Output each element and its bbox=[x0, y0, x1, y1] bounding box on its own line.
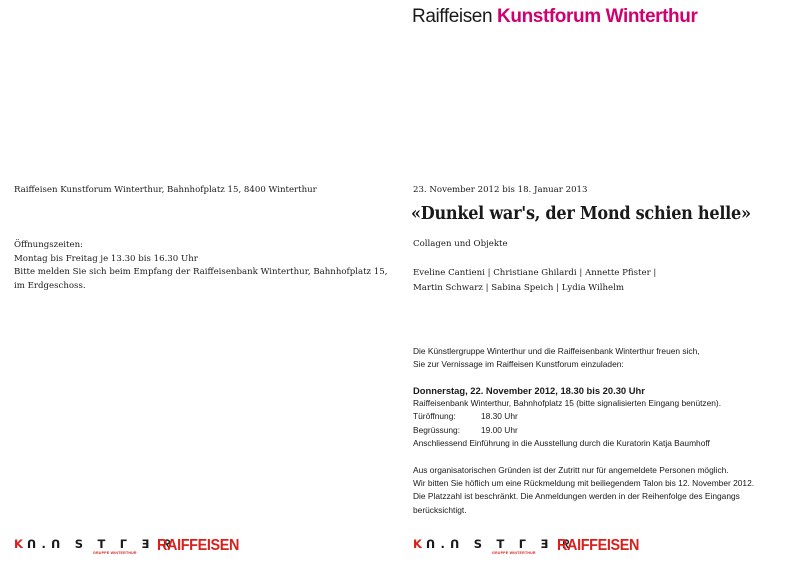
registration-notes bbox=[413, 464, 754, 517]
exhibition-dates: 23. November 2012 bis 18. Januar 2013 bbox=[413, 185, 588, 195]
artists-line-1: Eveline Cantieni | Christiane Ghilardi | Annette Pfister | bbox=[413, 268, 657, 278]
exhibition-title: «Dunkel war's, der Mond schien helle» bbox=[411, 204, 751, 224]
hours-line: Montag bis Freitag je 13.30 bis 16.30 Uhr bbox=[14, 253, 198, 264]
kunstforum-header bbox=[412, 6, 697, 28]
door-label: Türöffnung: bbox=[413, 411, 456, 422]
logo-subline: GRUPPE WINTERTHUR bbox=[93, 551, 137, 555]
logo-k-letter: K bbox=[413, 537, 426, 551]
artists-list bbox=[413, 266, 656, 295]
logo-wordmark: ᑎ.ᑎ S T ᒥ Ǝ ᖇ bbox=[26, 537, 176, 551]
kuenstlergruppe-logo-left bbox=[14, 537, 176, 555]
raiffeisen-logo-left: RAIFFEISEN bbox=[157, 537, 240, 554]
header-brand: Raiffeisen bbox=[412, 6, 493, 27]
greet-time: 19.00 Uhr bbox=[481, 424, 518, 435]
kuenstlergruppe-logo-right bbox=[413, 537, 575, 555]
greeting-row bbox=[413, 424, 721, 437]
event-when: Donnerstag, 22. November 2012, 18.30 bis 20.30 Uhr bbox=[413, 385, 645, 396]
invitation-text bbox=[413, 345, 700, 371]
logo-k-letter: K bbox=[14, 537, 27, 551]
logo-subline: GRUPPE WINTERTHUR bbox=[492, 551, 536, 555]
raiffeisen-logo-right: RAIFFEISEN bbox=[557, 537, 640, 554]
note-line-2: Wir bitten Sie höflich um eine Rückmeldung mit beiliegendem Talon bis 12. November 2012. bbox=[413, 478, 755, 489]
greet-label: Begrüssung: bbox=[413, 424, 461, 435]
note-line-4: berücksichtigt. bbox=[413, 504, 467, 515]
event-intro: Anschliessend Einführung in die Ausstellung durch die Kuratorin Katja Baumhoff bbox=[413, 437, 710, 448]
hours-heading: Öffnungszeiten: bbox=[14, 240, 83, 250]
hours-note-1: Bitte melden Sie sich beim Empfang der Raiffeisenbank Winterthur, Bahnhofplatz 15, bbox=[14, 267, 388, 277]
invite-line-1: Die Künstlergruppe Winterthur und die Raiffeisenbank Winterthur freuen sich, bbox=[413, 346, 700, 356]
logo-wordmark: ᑎ.ᑎ S T ᒥ Ǝ ᖇ bbox=[425, 537, 575, 551]
artists-line-2: Martin Schwarz | Sabina Speich | Lydia Wilhelm bbox=[413, 282, 624, 293]
note-line-1: Aus organisatorischen Gründen ist der Zutritt nur für angemeldete Personen möglich. bbox=[413, 465, 729, 475]
event-where: Raiffeisenbank Winterthur, Bahnhofplatz 15 (bitte signalisierten Eingang benützen). bbox=[413, 398, 722, 409]
header-forum: Kunstforum Winterthur bbox=[497, 6, 698, 27]
hours-note-2: im Erdgeschoss. bbox=[14, 280, 86, 291]
note-line-3: Die Platzzahl ist beschränkt. Die Anmeldungen werden in der Reihenfolge des Eingangs bbox=[413, 491, 740, 502]
forum-address: Raiffeisen Kunstforum Winterthur, Bahnhofplatz 15, 8400 Winterthur bbox=[14, 185, 317, 195]
opening-hours bbox=[14, 239, 387, 293]
exhibition-subtitle: Collagen und Objekte bbox=[413, 239, 508, 249]
door-time: 18.30 Uhr bbox=[481, 411, 518, 422]
door-opening-row bbox=[413, 410, 721, 423]
invite-line-2: Sie zur Vernissage im Raiffeisen Kunstforum einzuladen: bbox=[413, 359, 624, 369]
event-details bbox=[413, 384, 721, 450]
